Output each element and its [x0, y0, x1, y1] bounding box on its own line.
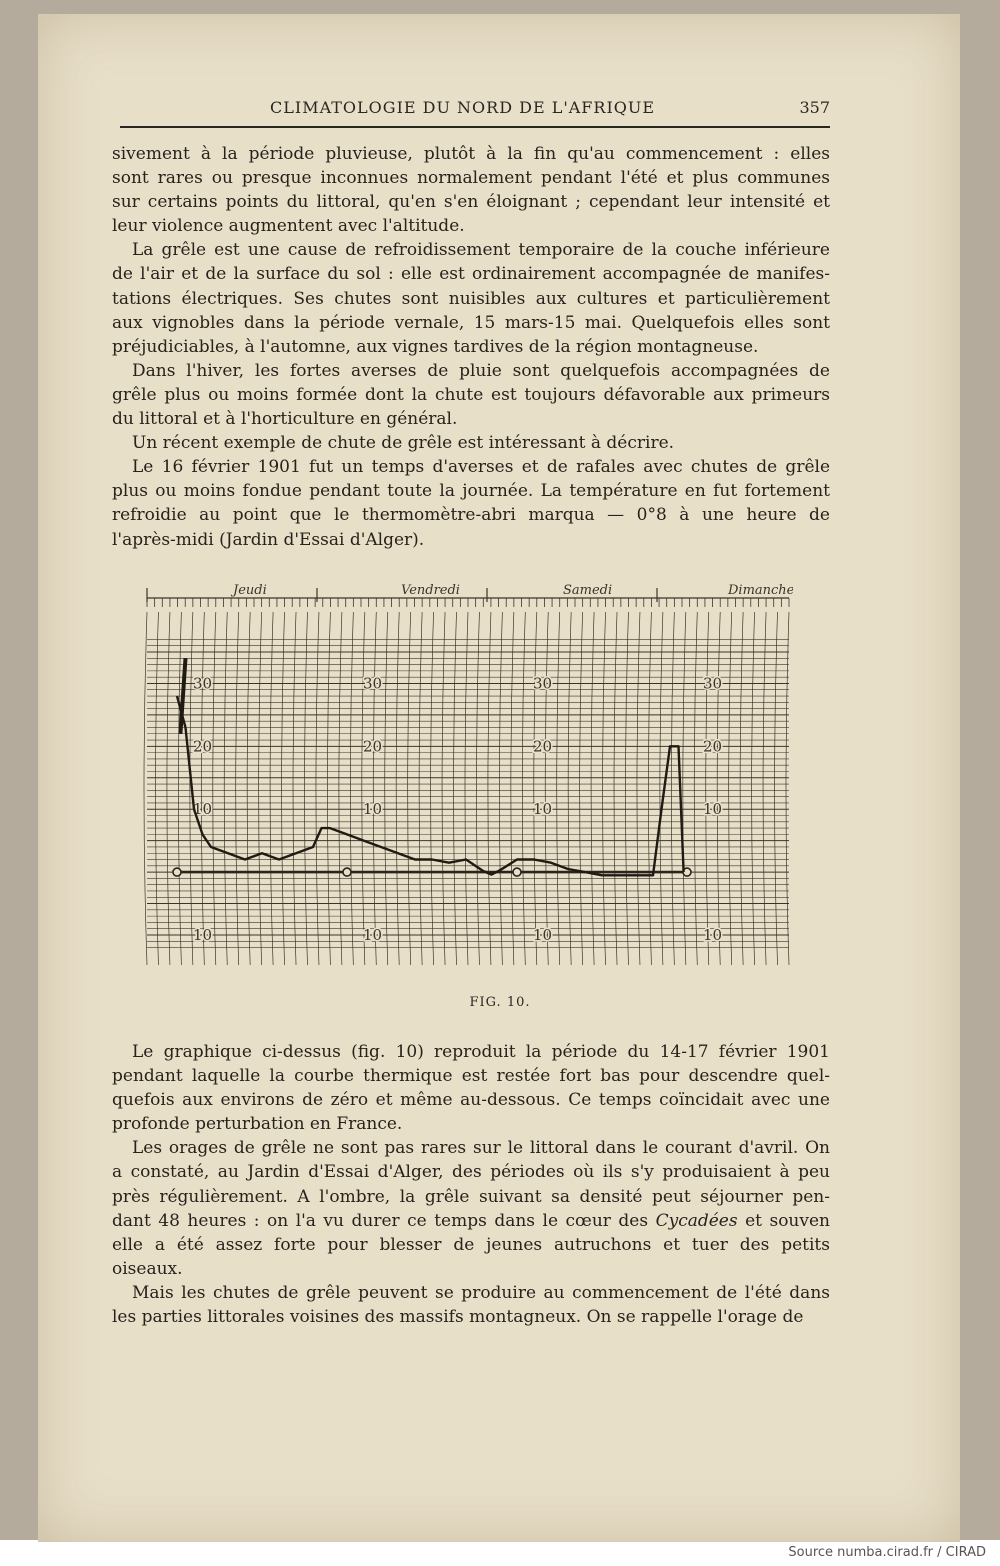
- text-line: oiseaux.: [112, 1258, 183, 1279]
- grid-vline: [282, 612, 285, 965]
- source-credit: Source numba.cirad.fr / CIRAD: [788, 1545, 986, 1560]
- text-line: leur violence augmentent avec l'altitude.: [112, 216, 465, 237]
- y-tick-label: 10: [363, 800, 383, 819]
- page-header: [120, 96, 830, 128]
- text-line: La grêle est une cause de refroidissement temporaire de la couche inférieure: [132, 240, 830, 261]
- series: [173, 658, 691, 876]
- grid-vline: [580, 612, 583, 965]
- text-line: grêle plus ou moins formée dont la chute est toujours défavorable aux primeurs: [112, 384, 830, 405]
- grid-vline: [419, 612, 422, 965]
- text-line: sont rares ou presque inconnues normalement pendant l'été et plus communes: [112, 168, 830, 189]
- day-labels: [230, 583, 793, 598]
- baseline-marker: [513, 868, 521, 876]
- text-line: refroidie au point que le thermomètre-abri marqua — 0°8 à une heure de: [112, 505, 830, 526]
- text-line: Un récent exemple de chute de grêle est intéressant à décrire.: [132, 433, 675, 454]
- text-line: Le 16 février 1901 fut un temps d'averses et de rafales avec chutes de grêle: [132, 457, 830, 478]
- running-title: CLIMATOLOGIE DU NORD DE L'AFRIQUE: [270, 98, 656, 117]
- y-tick-label: 10: [193, 926, 213, 944]
- chart-grid: [144, 588, 789, 965]
- y-tick-label: 10: [533, 800, 553, 819]
- grid-vline: [270, 612, 273, 965]
- grid-vline: [350, 612, 353, 965]
- text-line: plus ou moins fondue pendant toute la journée. La température en fut fortement: [112, 481, 830, 502]
- text-line: elle a été assez forte pour blesser de jeunes autruchons et tuer des petits: [112, 1234, 830, 1255]
- grid-vline: [488, 612, 491, 965]
- grid-vline: [385, 612, 388, 965]
- grid-vline: [454, 612, 457, 965]
- grid-vline: [717, 612, 720, 965]
- y-tick-label: 10: [703, 926, 723, 944]
- grid-vline: [373, 612, 376, 965]
- grid-vline: [144, 612, 147, 965]
- text-line: sur certains points du littoral, qu'en s'en éloignant ; cependant leur intensité et: [112, 192, 830, 213]
- grid-vline: [431, 612, 434, 965]
- thermograph-chart: [143, 580, 793, 970]
- grid-vline: [637, 612, 640, 965]
- grid-vline: [247, 612, 250, 965]
- grid-vline: [465, 612, 468, 965]
- grid-vline: [236, 612, 239, 965]
- grid-vline: [442, 612, 445, 965]
- grid-vline: [327, 612, 330, 965]
- grid-vline: [167, 612, 170, 965]
- page-number: 357: [799, 98, 830, 117]
- text-line: sivement à la période pluvieuse, plutôt à la fin qu'au commencement : elles: [112, 144, 830, 164]
- grid-vline: [155, 612, 158, 965]
- baseline-marker: [343, 868, 351, 876]
- day-label-jeudi: Jeudi: [233, 583, 267, 598]
- grid-vline: [293, 612, 296, 965]
- grid-vline: [603, 612, 606, 965]
- text-line: préjudiciables, à l'automne, aux vignes tardives de la région montagneuse.: [112, 336, 759, 357]
- grid-vline: [591, 612, 594, 965]
- grid-vline: [396, 612, 399, 965]
- text-line: pendant laquelle la courbe thermique est restée fort bas pour descendre quel-: [112, 1066, 830, 1087]
- text-block-bottom: [112, 1040, 830, 1329]
- text-line: près régulièrement. A l'ombre, la grêle suivant sa densité peut séjourner pen-: [112, 1186, 830, 1207]
- y-tick-label: 10: [193, 800, 213, 819]
- grid-vline: [626, 612, 629, 965]
- grid-vline: [752, 612, 755, 965]
- grid-vline: [339, 612, 342, 965]
- y-tick-label: 10: [703, 800, 723, 819]
- grid-vline: [305, 612, 308, 965]
- grid-vline: [534, 612, 537, 965]
- y-tick-label: 10: [363, 926, 383, 944]
- text-line: de l'air et de la surface du sol : elle est ordinairement accompagnée de manifes-: [112, 264, 830, 285]
- grid-vline: [178, 612, 181, 965]
- baseline-marker: [173, 868, 181, 876]
- day-label-dimanche: Dimanche: [728, 583, 793, 598]
- text-segment: et souven: [745, 1210, 830, 1231]
- grid-vline: [740, 612, 743, 965]
- text-line: aux vignobles dans la période vernale, 15 mars-15 mai. Quelquefois elles sont: [112, 312, 830, 333]
- text-line: Les orages de grêle ne sont pas rares sur le littoral dans le courant d'avril. On: [132, 1138, 830, 1159]
- grid-vline: [511, 612, 514, 965]
- y-tick-label: 20: [703, 737, 723, 756]
- y-tick-label: 30: [193, 674, 213, 693]
- text-line: Mais les chutes de grêle peuvent se produire au commencement de l'été dans: [132, 1282, 830, 1303]
- text-line: profonde perturbation en France.: [112, 1114, 403, 1135]
- grid-vline: [522, 612, 525, 965]
- grid-vline: [775, 612, 778, 965]
- grid-vline: [316, 612, 319, 965]
- text-line: Le graphique ci-dessus (fig. 10) reproduit la période du 14-17 février 1901: [132, 1042, 830, 1062]
- grid-vline: [259, 612, 262, 965]
- grid-vline: [499, 612, 502, 965]
- italic-term: Cycadées: [655, 1210, 738, 1231]
- day-label-samedi: Samedi: [563, 583, 613, 598]
- grid-vline: [557, 612, 560, 965]
- grid-vline: [545, 612, 548, 965]
- grid-vline: [568, 612, 571, 965]
- text-line: du littoral et à l'horticulture en général.: [112, 409, 458, 430]
- grid-vline: [671, 612, 674, 965]
- grid-vline: [362, 612, 365, 965]
- y-tick-label: 30: [363, 674, 383, 693]
- text-line: a constaté, au Jardin d'Essai d'Alger, des périodes où ils s'y produisaient à peu: [112, 1162, 830, 1183]
- grid-vline: [683, 612, 686, 965]
- grid-vline: [694, 612, 697, 965]
- grid-vline: [763, 612, 766, 965]
- grid-vline: [660, 612, 663, 965]
- y-tick-label: 10: [533, 926, 553, 944]
- y-tick-label: 30: [703, 674, 723, 693]
- text-line: les parties littorales voisines des massifs montagneux. On se rappelle l'orage de: [112, 1307, 804, 1328]
- text-line: l'après-midi (Jardin d'Essai d'Alger).: [112, 529, 425, 550]
- grid-vline: [224, 612, 227, 965]
- text-segment: dant 48 heures : on l'a vu durer ce temps dans le cœur des: [112, 1210, 649, 1231]
- text-line: quefois aux environs de zéro et même au-dessous. Ce temps coïncidait avec une: [112, 1090, 830, 1111]
- grid-vline: [706, 612, 709, 965]
- y-tick-label: 20: [533, 737, 553, 756]
- grid-vline: [729, 612, 732, 965]
- grid-vline: [614, 612, 617, 965]
- grid-vline: [213, 612, 216, 965]
- thermograph-figure: [143, 580, 793, 970]
- grid-vline: [201, 612, 204, 965]
- figure-caption: FIG. 10.: [469, 995, 531, 1010]
- y-tick-label: 30: [533, 674, 553, 693]
- grid-vline: [476, 612, 479, 965]
- grid-vline: [648, 612, 651, 965]
- grid-vline: [786, 612, 789, 965]
- text-block-top: [112, 142, 830, 552]
- text-line: tations électriques. Ses chutes sont nuisibles aux cultures et particulièrement: [112, 288, 830, 309]
- y-tick-label: 20: [363, 737, 383, 756]
- day-label-vendredi: Vendredi: [401, 583, 460, 598]
- y-tick-label: 20: [193, 737, 213, 756]
- text-line: Dans l'hiver, les fortes averses de pluie sont quelquefois accompagnées de: [132, 360, 830, 381]
- text-line: [112, 1209, 830, 1233]
- grid-vline: [408, 612, 411, 965]
